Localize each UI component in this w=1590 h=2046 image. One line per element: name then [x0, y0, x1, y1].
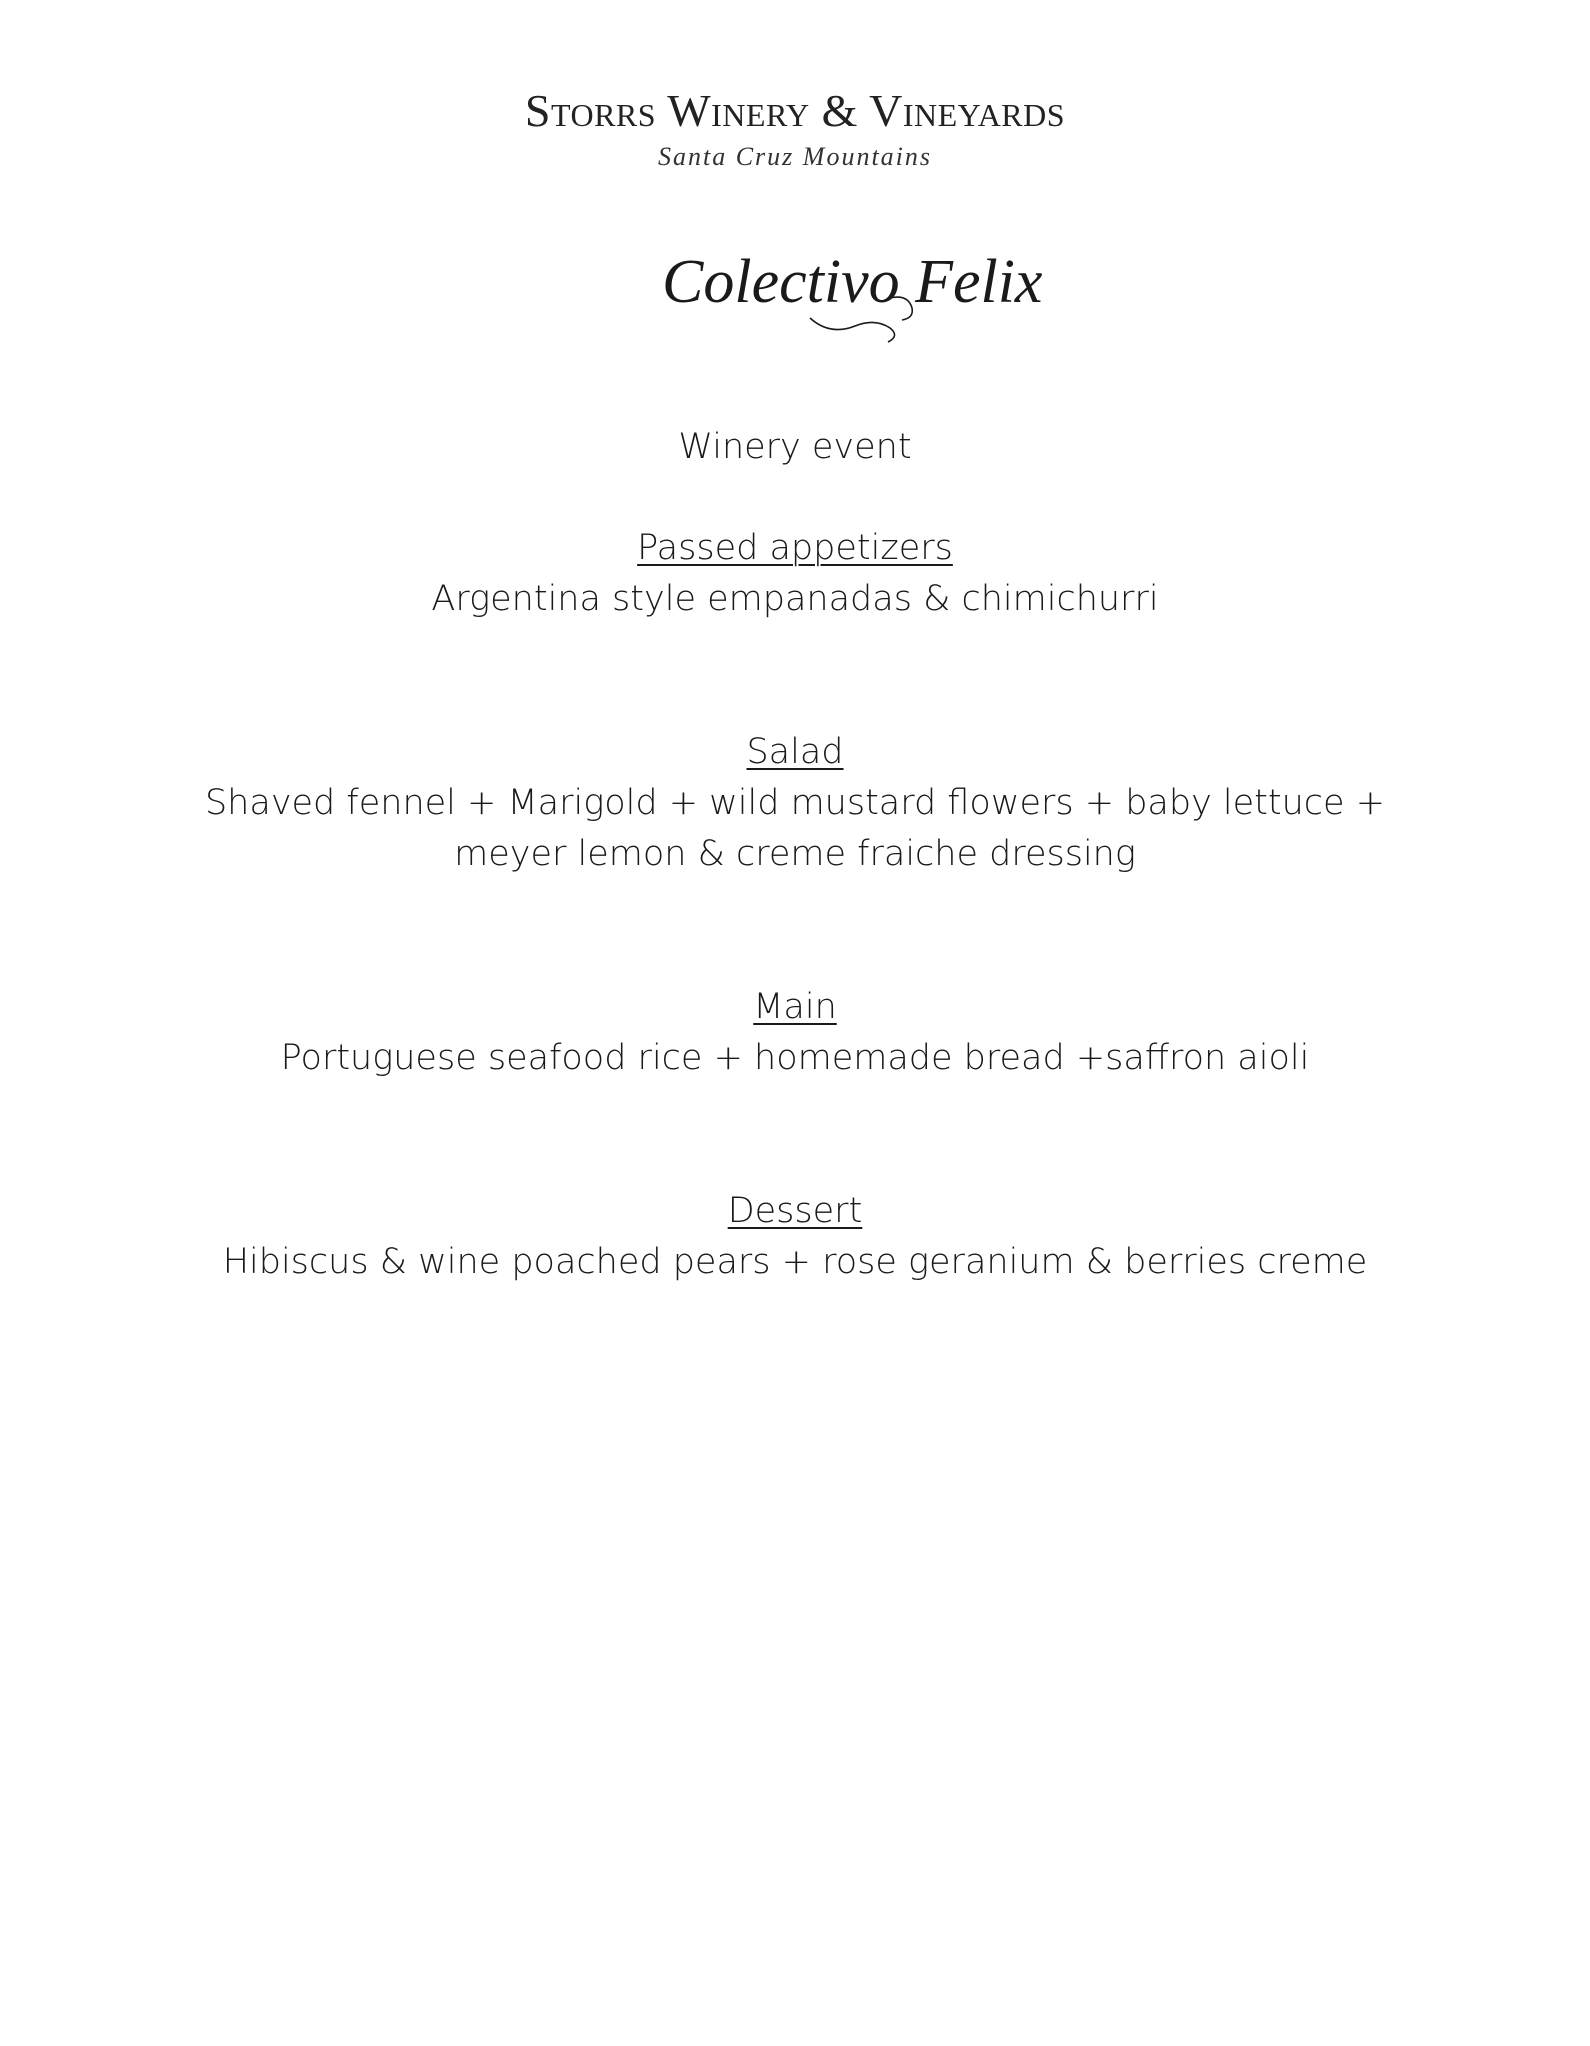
logo-text: Colectivo Felix	[662, 248, 1043, 316]
section-heading: Passed appetizers	[637, 528, 953, 568]
menu-item: Argentina style empanadas & chimichurri	[431, 579, 1159, 619]
menu-item: Hibiscus & wine poached pears + rose geranium & berries creme	[222, 1242, 1368, 1282]
section-dessert	[0, 1186, 1590, 1288]
menu-item: Shaved fennel + Marigold + wild mustard flowers + baby lettuce +	[204, 783, 1386, 823]
section-main	[0, 982, 1590, 1084]
menu-item: meyer lemon & creme fraiche dressing	[454, 834, 1136, 874]
event-title: Winery event	[678, 427, 912, 467]
section-passed-appetizers	[0, 523, 1590, 625]
section-heading: Main	[753, 987, 837, 1027]
section-heading: Salad	[746, 732, 844, 772]
section-heading: Dessert	[727, 1191, 863, 1231]
menu	[0, 422, 1590, 1288]
winery-header	[0, 85, 1590, 172]
section-salad	[0, 727, 1590, 880]
winery-name: Storrs Winery & Vineyards	[524, 85, 1066, 136]
winery-region: Santa Cruz Mountains	[657, 142, 933, 171]
menu-item: Portuguese seafood rice + homemade bread +saffron aioli	[280, 1038, 1310, 1078]
colectivo-felix-logo	[660, 240, 1043, 340]
